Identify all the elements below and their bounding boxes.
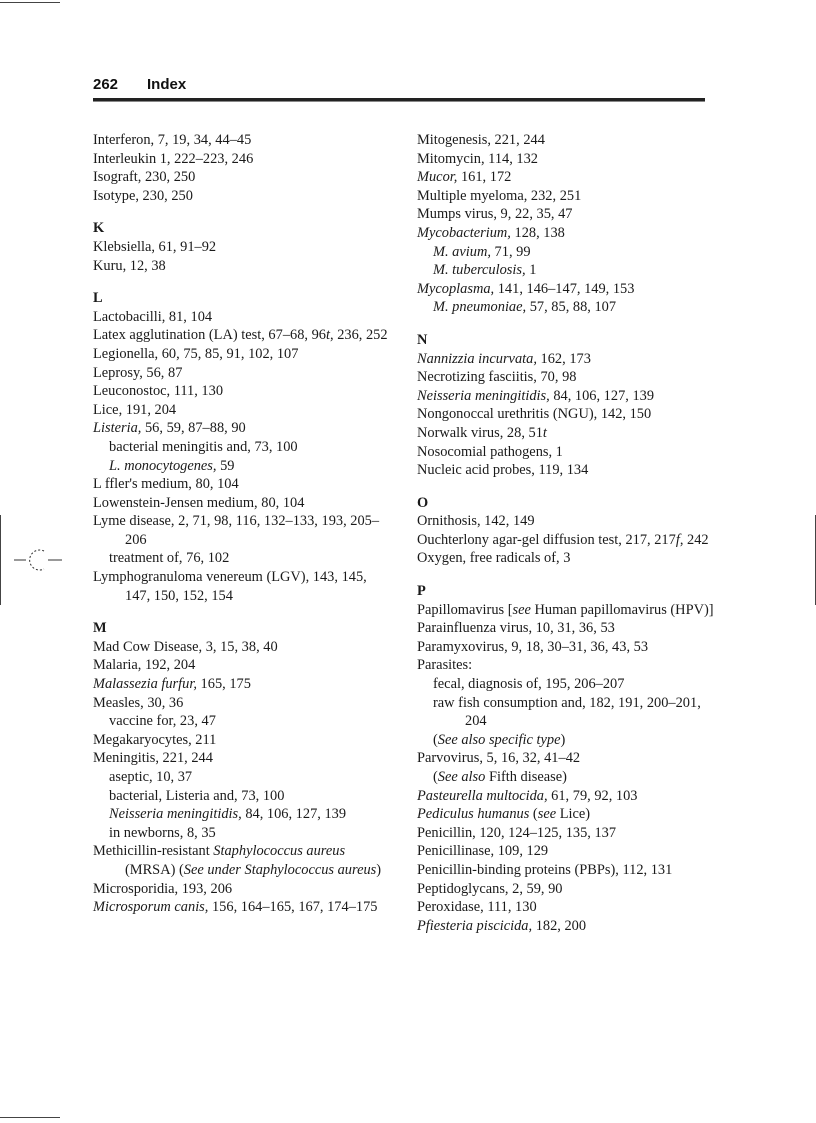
index-entry: Leuconostoc, 111, 130 [93, 383, 224, 400]
index-entry: Lactobacilli, 81, 104 [93, 308, 213, 325]
index-entry: Peroxidase, 111, 130 [417, 899, 537, 916]
entry-italic: f [675, 531, 680, 548]
index-entry [93, 419, 393, 438]
index-entry: Parasites: [417, 657, 473, 674]
index-entry: Isograft, 230, 250 [93, 169, 196, 186]
entry-text: Latex agglutination (LA) test, 67–68, 96 [93, 327, 326, 344]
entry-text: 162, 173 [536, 350, 591, 367]
entry-text: Fifth disease) [485, 769, 567, 785]
entry-text: Ouchterlony agar-gel diffusion test, 217, 217 [417, 531, 676, 548]
entry-text: 156, 164–165, 167, 174–175 [208, 899, 378, 916]
index-entry: Klebsiella, 61, 91–92 [93, 238, 217, 255]
index-entry: Lice, 191, 204 [93, 401, 177, 418]
entry-text: 84, 106, 127, 139 [241, 806, 347, 823]
index-entry: Necrotizing fasciitis, 70, 98 [417, 369, 577, 386]
entry-italic: See also [437, 769, 486, 785]
entry-italic: Microsporum canis, [93, 899, 209, 916]
entry-italic: See also specific type [437, 731, 561, 748]
entry-text: 141, 146–147, 149, 153 [494, 280, 635, 297]
index-subentry [417, 243, 717, 262]
entry-italic: Mycoplasma, [417, 280, 495, 297]
index-entry: Megakaryocytes, 211 [93, 731, 217, 748]
entry-italic: see [512, 601, 531, 618]
header-rule-thin [93, 101, 705, 102]
index-entry [417, 387, 717, 406]
index-subentry: fecal, diagnosis of, 195, 206–207 [433, 676, 625, 693]
entry-text: ( [529, 806, 538, 823]
index-subentry [93, 457, 393, 476]
entry-italic: L. monocytogenes, [109, 457, 217, 474]
entry-text: Methicillin-resistant [93, 843, 214, 860]
entry-text: Papillomavirus [ [417, 601, 513, 618]
entry-italic: M. avium, [433, 243, 491, 260]
index-entry: Mumps virus, 9, 22, 35, 47 [417, 206, 573, 223]
entry-text: Human papillomavirus (HPV)] [530, 601, 714, 618]
index-entry [417, 280, 717, 299]
entry-italic: see [537, 806, 557, 823]
index-subentry: raw fish consumption and, 182, 191, 200–201, 204 [433, 694, 701, 730]
index-entry: Parvovirus, 5, 16, 32, 41–42 [417, 750, 581, 767]
entry-italic: t [326, 327, 330, 344]
index-entry [93, 326, 393, 345]
index-subentry: vaccine for, 23, 47 [109, 713, 216, 730]
index-entry [417, 168, 717, 187]
index-entry [417, 224, 717, 243]
crop-mark [0, 515, 1, 605]
entry-italic: Mycobacterium, [417, 224, 511, 241]
index-entry: Multiple myeloma, 232, 251 [417, 187, 582, 204]
index-entry: Peptidoglycans, 2, 59, 90 [417, 880, 563, 897]
entry-italic: Pediculus humanus [417, 806, 530, 823]
index-entry [417, 424, 717, 443]
index-subentry: in newborns, 8, 35 [109, 824, 216, 841]
entry-text: 161, 172 [457, 169, 512, 186]
index-entry [417, 601, 717, 620]
index-entry: Interferon, 7, 19, 34, 44–45 [93, 132, 252, 148]
section-letter: L [93, 290, 103, 307]
entry-italic: See under Staphylococcus aureus [183, 861, 377, 878]
page-number: 262 [93, 76, 119, 93]
entry-text: ( [433, 731, 438, 748]
entry-text: , 242 [679, 531, 709, 548]
index-entry: Ornithosis, 142, 149 [417, 513, 535, 530]
entry-text: Lice) [556, 806, 591, 823]
entry-text: 61, 79, 92, 103 [547, 787, 638, 804]
entry-text: 1 [525, 262, 537, 279]
entry-text: , 236, 252 [330, 327, 388, 344]
entry-italic: M. tuberculosis, [433, 262, 526, 279]
index-subentry [417, 731, 717, 750]
index-entry: Lymphogranuloma venereum (LGV), 143, 145, 147, 150, 152, 154 [93, 569, 367, 604]
index-subentry [93, 805, 393, 824]
index-entry [417, 805, 717, 824]
index-entry [417, 787, 717, 806]
entry-text: ) [376, 861, 382, 878]
index-entry: Lyme disease, 2, 71, 98, 116, 132–133, 193, 205–206 [93, 513, 380, 548]
index-entry: Legionella, 60, 75, 85, 91, 102, 107 [93, 345, 299, 362]
index-entry: Malaria, 192, 204 [93, 657, 196, 674]
registration-mark-icon [14, 548, 62, 572]
section-letter: K [93, 220, 105, 237]
index-entry: Penicillinase, 109, 129 [417, 843, 549, 860]
section-letter: O [417, 494, 429, 511]
index-entry: Isotype, 230, 250 [93, 187, 193, 204]
index-entry: Paramyxovirus, 9, 18, 30–31, 36, 43, 53 [417, 638, 649, 655]
entry-text: 84, 106, 127, 139 [549, 387, 655, 404]
entry-text: Norwalk virus, 28, 51 [417, 424, 543, 441]
index-entry: Mitomycin, 114, 132 [417, 150, 538, 167]
index-entry: Penicillin, 120, 124–125, 135, 137 [417, 824, 617, 841]
entry-italic: Listeria, [93, 420, 142, 437]
entry-italic: Mucor, [417, 169, 458, 186]
index-entry [417, 350, 717, 369]
entry-text: ) [560, 731, 566, 748]
section-letter: P [417, 583, 426, 600]
entry-italic: M. pneumoniae, [433, 299, 527, 316]
page-title: Index [147, 76, 187, 93]
index-entry: Oxygen, free radicals of, 3 [417, 550, 571, 567]
crop-mark [0, 2, 60, 3]
entry-text: 71, 99 [490, 243, 531, 260]
index-entry: Penicillin-binding proteins (PBPs), 112, 131 [417, 861, 673, 878]
index-entry: Parainfluenza virus, 10, 31, 36, 53 [417, 620, 615, 637]
index-entry [417, 531, 717, 550]
entry-text: 182, 200 [532, 917, 587, 934]
index-entry: Microsporidia, 193, 206 [93, 880, 233, 897]
index-entry [93, 675, 393, 694]
index-subentry: bacterial meningitis and, 73, 100 [109, 438, 298, 455]
index-entry: Nongonoccal urethritis (NGU), 142, 150 [417, 406, 652, 423]
index-entry: Interleukin 1, 222–223, 246 [93, 150, 254, 167]
index-subentry [417, 261, 717, 280]
crop-mark [0, 1117, 60, 1118]
index-entry [417, 917, 717, 936]
index-entry: Kuru, 12, 38 [93, 257, 166, 274]
entry-text: 59 [216, 457, 235, 474]
running-header [93, 76, 705, 93]
entry-text: 165, 175 [196, 676, 251, 693]
index-entry: Meningitis, 221, 244 [93, 750, 213, 767]
index-column-right [417, 131, 717, 935]
index-subentry [417, 298, 717, 317]
index-subentry: treatment of, 76, 102 [109, 550, 230, 567]
entry-italic: Staphylococcus aureus [213, 843, 346, 860]
entry-italic: t [542, 424, 547, 441]
index-entry: L ffler's medium, 80, 104 [93, 476, 239, 493]
index-subentry: bacterial, Listeria and, 73, 100 [109, 787, 285, 804]
index-entry: Mad Cow Disease, 3, 15, 38, 40 [93, 638, 278, 655]
index-entry [93, 898, 393, 917]
index-column-left [93, 131, 393, 917]
index-subentry: aseptic, 10, 37 [109, 769, 193, 785]
entry-text: 57, 85, 88, 107 [526, 299, 617, 316]
index-entry: Nucleic acid probes, 119, 134 [417, 462, 589, 479]
index-entry: Mitogenesis, 221, 244 [417, 132, 545, 148]
entry-text: 128, 138 [510, 224, 565, 241]
index-entry [93, 842, 393, 879]
index-subentry [417, 768, 717, 787]
entry-italic: Neisseria meningitidis, [109, 806, 242, 823]
index-entry: Measles, 30, 36 [93, 694, 184, 711]
index-entry: Leprosy, 56, 87 [93, 364, 183, 381]
section-letter: N [417, 331, 428, 348]
index-entry: Nosocomial pathogens, 1 [417, 443, 563, 460]
entry-text: ( [433, 769, 438, 785]
entry-text: 56, 59, 87–88, 90 [141, 420, 246, 437]
index-entry: Lowenstein-Jensen medium, 80, 104 [93, 494, 305, 511]
section-letter: M [93, 620, 107, 637]
entry-text: (MRSA) ( [125, 861, 184, 878]
entry-italic: Neisseria meningitidis, [417, 387, 550, 404]
entry-italic: Pasteurella multocida, [417, 787, 548, 804]
entry-italic: Malassezia furfur, [93, 676, 197, 693]
entry-italic: Nannizzia incurvata, [417, 350, 537, 367]
entry-italic: Pfiesteria piscicida, [417, 917, 533, 934]
